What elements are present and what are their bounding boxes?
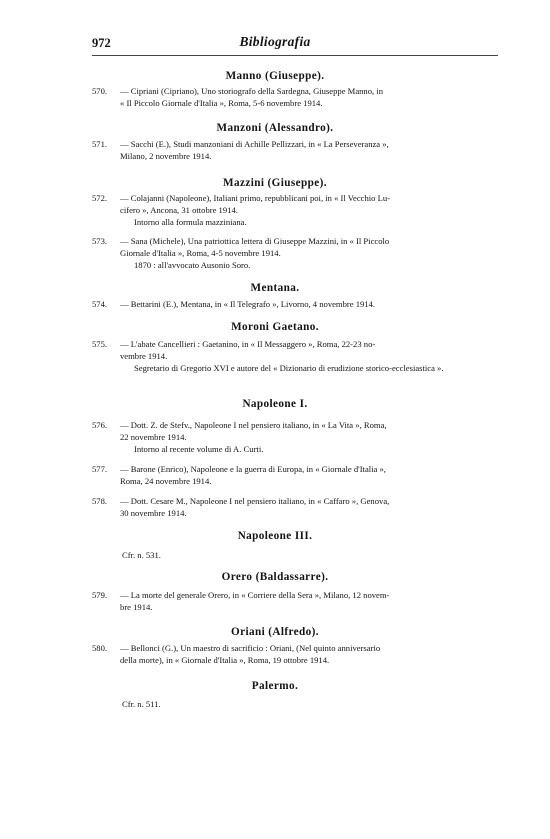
entry-line: — Dott. Z. de Stefv., Napoleone I nel pensiero italiano, in « La Vita », Roma, [120,420,387,430]
entry-number: 577. [92,464,108,474]
cross-reference: Cfr. n. 511. [122,699,161,709]
entry-line: — Colajanni (Napoleone), Italiani primo, repubblicani poi, in « Il Vecchio Lu- [120,193,390,203]
entry-line: 22 novembre 1914. [120,431,187,442]
entry-575 [92,339,504,374]
entry-line: Roma, 24 novembre 1914. [120,475,212,486]
entry-572 [92,193,504,228]
entry-number: 575. [92,339,108,349]
running-title: Bibliografia [239,34,311,49]
section-heading-oriani: Oriani (Alfredo). [230,626,319,638]
entry-570 [92,86,504,110]
entry-line: 30 novembre 1914. [120,507,187,518]
entry-number: 576. [92,420,108,430]
entry-573 [92,236,504,271]
entry-line: — Bettarini (E.), Mentana, in « Il Telegrafo », Livorno, 4 novembre 1914. [120,299,376,309]
header-rule [92,55,498,56]
entry-574 [92,299,504,311]
section-heading-napoleone-i: Napoleone I. [242,398,308,410]
entry-number: 570. [92,86,108,96]
section-heading-manno: Manno (Giuseppe). [225,70,325,82]
entry-line: cifero », Ancona, 31 ottobre 1914. [120,204,238,215]
entry-line: bre 1914. [120,601,153,612]
entry-line: — Bellonci (G.), Un maestro di sacrificio : Oriani, (Nel quinto anniversario [120,643,381,653]
entry-579 [92,590,504,614]
entry-line: — La morte del generale Orero, in « Corriere della Sera », Milano, 12 novem- [120,590,390,600]
entry-number: 578. [92,496,108,506]
entry-note: Intorno al recente volume di A. Curti. [134,443,264,454]
entry-number: 573. [92,236,108,246]
entry-note: Intorno alla formula mazziniana. [134,216,247,227]
entry-note: 1870 : all'avvocato Ausonio Soro. [134,259,251,270]
entry-576 [92,420,504,455]
section-heading-moroni: Moroni Gaetano. [231,321,319,333]
entry-580 [92,643,504,667]
entry-577 [92,464,504,488]
entry-line: vembre 1914. [120,350,168,361]
entry-number: 574. [92,299,108,309]
entry-line: Milano, 2 novembre 1914. [120,150,212,161]
entry-number: 572. [92,193,108,203]
section-heading-mentana: Mentana. [250,282,300,294]
entry-number: 571. [92,139,108,149]
entry-571 [92,139,504,163]
section-heading-manzoni: Manzoni (Alessandro). [216,122,334,134]
section-heading-palermo: Palermo. [251,680,299,692]
entry-line: — Sana (Michele), Una patriottica lettera di Giuseppe Mazzini, in « Il Piccolo [120,236,390,246]
section-heading-napoleone-iii: Napoleone III. [237,530,313,542]
entry-line: — Dott. Cesare M., Napoleone I nel pensiero italiano, in « Caffaro », Genova, [120,496,390,506]
entry-line: della morte), in « Giornale d'Italia », Roma, 19 ottobre 1914. [120,654,330,665]
page-header [0,34,550,56]
entry-number: 579. [92,590,108,600]
entry-line: — L'abate Cancellieri : Gaetanino, in « Il Messaggero », Roma, 22-23 no- [120,339,376,349]
entry-note: Segretario di Gregorio XVI e autore del « Dizionario di erudizione storico-ecclesiastica ». [134,362,444,373]
entry-line: — Sacchi (E.), Studi manzoniani di Achille Pellizzari, in « La Perseveranza », [120,139,389,149]
entry-line: — Cipriani (Cipriano), Uno storiografo della Sardegna, Giuseppe Manno, in [120,86,384,96]
entry-number: 580. [92,643,108,653]
cross-reference: Cfr. n. 531. [122,550,161,560]
entry-line: « Il Piccolo Giornale d'Italia », Roma, 5-6 novembre 1914. [120,97,323,108]
page-number: 972 [92,36,111,50]
section-heading-mazzini: Mazzini (Giuseppe). [223,177,327,189]
entry-line: — Barone (Enrico), Napoleone e la guerra di Europa, in « Giornale d'Italia », [120,464,386,474]
entry-578 [92,496,504,520]
entry-line: Giornale d'Italia », Roma, 4-5 novembre 1914. [120,247,281,258]
section-heading-orero: Orero (Baldassarre). [221,571,329,583]
